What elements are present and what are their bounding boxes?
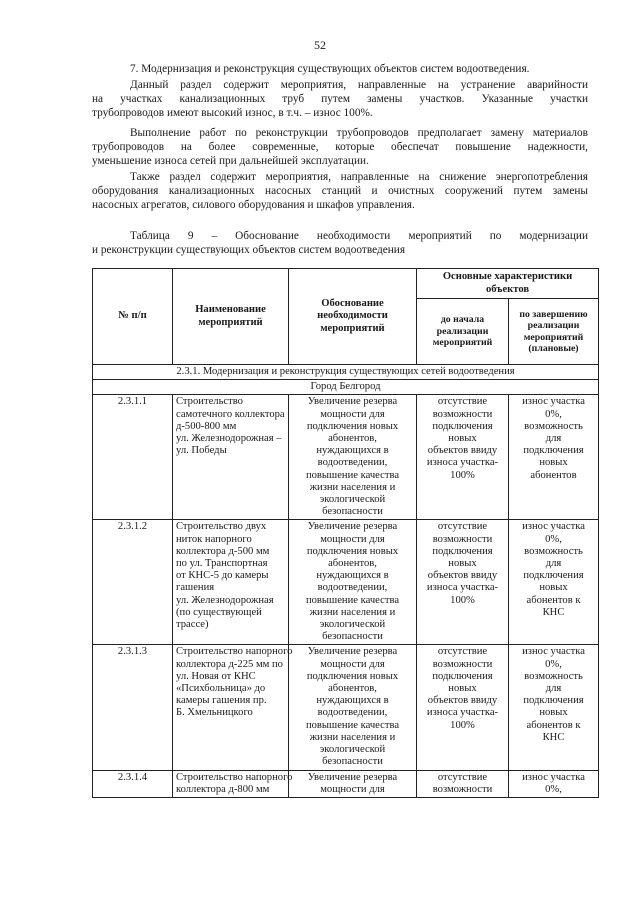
cell-line: ул. Железнодорожная – — [176, 433, 282, 445]
row-after — [509, 770, 599, 797]
table-row — [93, 770, 599, 797]
cell-line: возможность — [524, 420, 583, 432]
paragraph-line: на участках канализационных труб путем замены участков. Указанные участки — [92, 93, 588, 105]
cell-line: экологической — [319, 619, 386, 631]
cell-line: объектов ввиду — [427, 570, 498, 582]
paragraph-2 — [92, 126, 588, 168]
cell-line: для — [545, 683, 562, 695]
cell-line: подключения новых — [306, 420, 399, 432]
cell-line: нуждающихся в — [316, 570, 389, 582]
cell-line: объектов ввиду — [427, 445, 498, 457]
cell-line: подключения новых — [306, 545, 399, 557]
cell-line: абонентов к — [526, 719, 581, 731]
header-characteristics: Основные характеристики объектов — [417, 269, 599, 299]
cell-line: износа участка- — [426, 582, 499, 594]
cell-line: новых — [539, 707, 568, 719]
cell-line: Строительство напорного — [176, 646, 293, 658]
cell-line: 100% — [450, 719, 475, 731]
cell-line: возможность — [524, 545, 583, 557]
header-before: до начала реализации мероприятий — [417, 299, 509, 365]
cell-line: абонентов, — [328, 683, 377, 695]
cell-line: износ участка — [522, 771, 585, 783]
cell-line: КНС — [542, 606, 565, 618]
section-title: 2.3.1. Модернизация и реконструкция существующих сетей водоотведения — [93, 365, 599, 380]
cell-line: безопасности — [322, 631, 383, 643]
cell-line: Строительство — [176, 396, 243, 408]
cell-line: мощности для — [320, 533, 385, 545]
paragraph-line: насосных агрегатов, силового оборудования и шкафов управления. — [92, 199, 415, 211]
paragraph-line: трубопроводов имеют высокий износ, в т.ч. – износ 100%. — [92, 107, 373, 119]
cell-line: Строительство двух — [176, 521, 267, 533]
cell-line: возможности — [432, 408, 493, 420]
header-reason: Обоснование необходимости мероприятий — [289, 269, 417, 365]
cell-line: 100% — [450, 469, 475, 481]
cell-line: безопасности — [322, 756, 383, 768]
cell-line: повышение качества — [305, 469, 400, 481]
header-num: № п/п — [93, 269, 173, 365]
cell-line: жизни населения и — [309, 731, 396, 743]
cell-line: коллектора д-225 мм по — [176, 658, 283, 670]
header-after: по завершению реализации мероприятий (плановые) — [509, 299, 599, 365]
cell-line: Увеличение резерва — [307, 646, 398, 658]
cell-line: жизни населения и — [309, 481, 396, 493]
cell-line: от КНС-5 до камеры — [176, 570, 269, 582]
cell-line: экологической — [319, 744, 386, 756]
row-before — [417, 645, 509, 770]
cell-line: самотечного коллектора — [176, 408, 285, 420]
row-measure-name — [173, 395, 289, 520]
cell-line: жизни населения и — [309, 606, 396, 618]
table-row — [93, 395, 599, 520]
paragraph-3 — [92, 170, 588, 212]
cell-line: коллектора д-500 мм — [176, 545, 270, 557]
cell-line: подключения — [523, 695, 584, 707]
cell-line: 0%, — [545, 783, 562, 795]
cell-line: 100% — [450, 594, 475, 606]
cell-line: ул. Новая от КНС — [176, 670, 256, 682]
cell-line: камеры гашения пр. — [176, 695, 267, 707]
cell-line: нуждающихся в — [316, 445, 389, 457]
cell-line: экологической — [319, 494, 386, 506]
cell-line: коллектора д-800 мм — [176, 783, 270, 795]
cell-line: подключения — [432, 670, 493, 682]
row-before — [417, 395, 509, 520]
cell-line: абонентов, — [328, 558, 377, 570]
table-row — [93, 645, 599, 770]
cell-line: подключения — [523, 445, 584, 457]
cell-line: безопасности — [322, 506, 383, 518]
row-reason — [289, 395, 417, 520]
cell-line: для — [545, 433, 562, 445]
cell-line: новых — [448, 683, 477, 695]
cell-line: износ участка — [522, 646, 585, 658]
caption-line: и реконструкции существующих объектов систем водоотведения — [92, 244, 406, 256]
cell-line: (по существующей — [176, 606, 262, 618]
row-reason — [289, 645, 417, 770]
cell-line: возможности — [432, 533, 493, 545]
paragraph-line: Данный раздел содержит мероприятия, направленные на устранение аварийности — [130, 79, 588, 91]
cell-line: подключения — [523, 570, 584, 582]
cell-line: ул. Железнодорожная — [176, 594, 274, 606]
cell-line: износ участка — [522, 396, 585, 408]
cell-line: новых — [539, 457, 568, 469]
header-name: Наименование мероприятий — [173, 269, 289, 365]
cell-line: нуждающихся в — [316, 695, 389, 707]
row-after — [509, 395, 599, 520]
cell-line: новых — [448, 433, 477, 445]
cell-line: подключения — [432, 420, 493, 432]
cell-line: мощности для — [320, 408, 385, 420]
row-number: 2.3.1.2 — [93, 520, 173, 645]
cell-line: повышение качества — [305, 594, 400, 606]
row-before — [417, 770, 509, 797]
cell-line: повышение качества — [305, 719, 400, 731]
section-heading: 7. Модернизация и реконструкция существующих объектов систем водоотведения. — [130, 63, 530, 75]
cell-line: водоотведении, — [317, 582, 388, 594]
cell-line: возможности — [432, 783, 493, 795]
cell-line: «Психбольница» до — [176, 683, 266, 695]
cell-line: возможности — [432, 658, 493, 670]
cell-line: д-500-800 мм — [176, 420, 237, 432]
paragraph-line: уменьшение износа сетей при дальнейшей эксплуатации. — [92, 155, 369, 167]
measures-table — [92, 268, 599, 798]
cell-line: абонентов к — [526, 594, 581, 606]
city-title: Город Белгород — [93, 380, 599, 395]
cell-line: абонентов — [530, 469, 577, 481]
cell-line: Б. Хмельницкого — [176, 707, 253, 719]
table-row — [93, 520, 599, 645]
cell-line: по ул. Транспортная — [176, 558, 268, 570]
row-reason — [289, 520, 417, 645]
paragraph-line: Выполнение работ по реконструкции трубопроводов предполагает замену материалов — [130, 127, 588, 139]
page-number: 52 — [314, 38, 326, 52]
table-caption — [92, 229, 588, 257]
row-measure-name — [173, 520, 289, 645]
row-number: 2.3.1.3 — [93, 645, 173, 770]
cell-line: отсутствие — [437, 396, 488, 408]
cell-line: абонентов, — [328, 433, 377, 445]
cell-line: износа участка- — [426, 707, 499, 719]
cell-line: Увеличение резерва — [307, 771, 398, 783]
cell-line: отсутствие — [437, 646, 488, 658]
cell-line: мощности для — [320, 783, 385, 795]
cell-line: 0%, — [545, 408, 562, 420]
cell-line: износ участка — [522, 521, 585, 533]
cell-line: износа участка- — [426, 457, 499, 469]
cell-line: подключения новых — [306, 670, 399, 682]
cell-line: отсутствие — [437, 771, 488, 783]
cell-line: Увеличение резерва — [307, 521, 398, 533]
row-measure-name — [173, 645, 293, 770]
paragraph-1 — [92, 78, 588, 120]
paragraph-line: Также раздел содержит мероприятия, направленные на снижение энергопотребления — [130, 171, 588, 183]
cell-line: 0%, — [545, 658, 562, 670]
row-after — [509, 645, 599, 770]
cell-line: новых — [539, 582, 568, 594]
cell-line: мощности для — [320, 658, 385, 670]
row-number: 2.3.1.1 — [93, 395, 173, 520]
cell-line: подключения — [432, 545, 493, 557]
row-measure-name — [173, 770, 293, 797]
cell-line: ул. Победы — [176, 445, 227, 457]
row-number: 2.3.1.4 — [93, 770, 173, 797]
cell-line: 0%, — [545, 533, 562, 545]
cell-line: новых — [448, 558, 477, 570]
cell-line: возможность — [524, 670, 583, 682]
caption-line: Таблица 9 – Обоснование необходимости мероприятий по модернизации — [130, 230, 588, 242]
cell-line: гашения — [176, 582, 215, 594]
cell-line: водоотведении, — [317, 457, 388, 469]
row-reason — [289, 770, 417, 797]
cell-line: КНС — [542, 731, 565, 743]
row-before — [417, 520, 509, 645]
cell-line: Строительство напорного — [176, 771, 293, 783]
cell-line: Увеличение резерва — [307, 396, 398, 408]
paragraph-line: оборудования канализационных насосных станций и очистных сооружений путем замены — [92, 185, 588, 197]
cell-line: трассе) — [176, 619, 209, 631]
cell-line: ниток напорного — [176, 533, 252, 545]
row-after — [509, 520, 599, 645]
cell-line: отсутствие — [437, 521, 488, 533]
cell-line: объектов ввиду — [427, 695, 498, 707]
cell-line: для — [545, 558, 562, 570]
paragraph-line: трубопроводов на более современные, которые обеспечат повышение надежности, — [92, 141, 588, 153]
cell-line: водоотведении, — [317, 707, 388, 719]
